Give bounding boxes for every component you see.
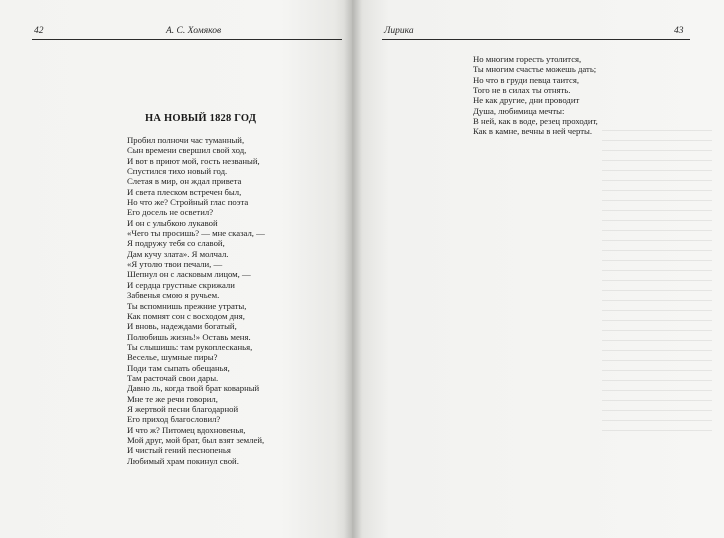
poem-line: Там расточай свои дары. bbox=[127, 372, 219, 383]
header-rule bbox=[32, 39, 342, 40]
poem-line: Ты многим счастье можешь дать; bbox=[473, 64, 597, 75]
poem-line: Мой друг, мой брат, был взят землей, bbox=[127, 434, 265, 445]
poem-line: Пробил полночи час туманный, bbox=[127, 135, 245, 145]
poem-line: Сын времени свершил свой ход, bbox=[127, 145, 247, 156]
page-number: 43 bbox=[674, 26, 684, 36]
right-page bbox=[352, 0, 724, 538]
show-through bbox=[602, 130, 712, 440]
poem-line: Но многим горесть утолится, bbox=[473, 54, 582, 64]
poem-line: Любимый храм покинул свой. bbox=[127, 455, 239, 466]
poem-line: Его приход благословил? bbox=[127, 414, 221, 425]
poem-line: Его досель не осветил? bbox=[127, 207, 214, 218]
poem-line: Не как другие, дни проводит bbox=[473, 95, 580, 106]
poem-line: И что ж? Питомец вдохновенья, bbox=[127, 424, 246, 435]
poem-line: Как помнят сон с восходом дня, bbox=[127, 310, 245, 321]
poem-line: Я подружу тебя со славой, bbox=[127, 238, 225, 249]
poem-line: Но что в груди певца таится, bbox=[473, 74, 580, 85]
poem-line: Веселье, шумные пиры? bbox=[127, 352, 218, 363]
poem-line: Давно ль, когда твой брат коварный bbox=[127, 383, 260, 394]
poem-title: НА НОВЫЙ 1828 ГОД bbox=[145, 113, 257, 124]
poem-line: И чистый гений песнопенья bbox=[127, 445, 231, 456]
poem-line: Слетая в мир, он ждал привета bbox=[127, 176, 242, 187]
poem-line: И сердца грустные скрижали bbox=[127, 279, 235, 290]
poem-line: И света плеском встречен был, bbox=[127, 186, 242, 197]
poem-line: Но что же? Стройный глас поэта bbox=[127, 197, 249, 208]
book-gutter bbox=[344, 0, 362, 538]
poem-text bbox=[473, 54, 598, 137]
poem-line: Ты вспомнишь прежние утраты, bbox=[127, 300, 247, 311]
poem-line: Шепнул он с ласковым лицом, — bbox=[127, 269, 251, 280]
poem-line: И вновь, надеждами богатый, bbox=[127, 321, 237, 332]
running-title: Лирика bbox=[384, 26, 414, 36]
running-title: А. С. Хомяков bbox=[166, 26, 222, 36]
poem-line: Забвенья смою я ручьем. bbox=[127, 290, 220, 301]
poem-line: Душа, любимица мечты: bbox=[473, 105, 565, 116]
poem-line: «Чего ты просишь? — мне сказал, — bbox=[127, 228, 265, 239]
poem-line: Дам кучу злата». Я молчал. bbox=[127, 248, 229, 259]
poem-line: Поди там сыпать обещанья, bbox=[127, 362, 230, 373]
poem-line: Ты слышишь: там рукоплесканья, bbox=[127, 341, 253, 352]
left-page bbox=[0, 0, 352, 538]
poem-line: Мне те же речи говорил, bbox=[127, 393, 218, 404]
header-rule bbox=[382, 39, 690, 40]
poem-line: Того не в силах ты отнять. bbox=[473, 85, 571, 96]
page-number: 42 bbox=[34, 26, 44, 36]
poem-line: Спустился тихо новый год. bbox=[127, 166, 228, 177]
poem-line: «Я утолю твои печали, — bbox=[127, 259, 223, 270]
poem-line: Полюбишь жизнь!» Оставь меня. bbox=[127, 331, 251, 342]
poem-line: И он с улыбкою лукавой bbox=[127, 217, 218, 228]
poem-line: И вот в приют мой, гость незваный, bbox=[127, 155, 260, 166]
poem-line: Как в камне, вечны в ней черты. bbox=[473, 126, 593, 137]
poem-line: В ней, как в воде, резец проходит, bbox=[473, 116, 598, 127]
poem-line: Я жертвой песни благодарной bbox=[127, 403, 239, 414]
poem-text bbox=[127, 135, 265, 466]
